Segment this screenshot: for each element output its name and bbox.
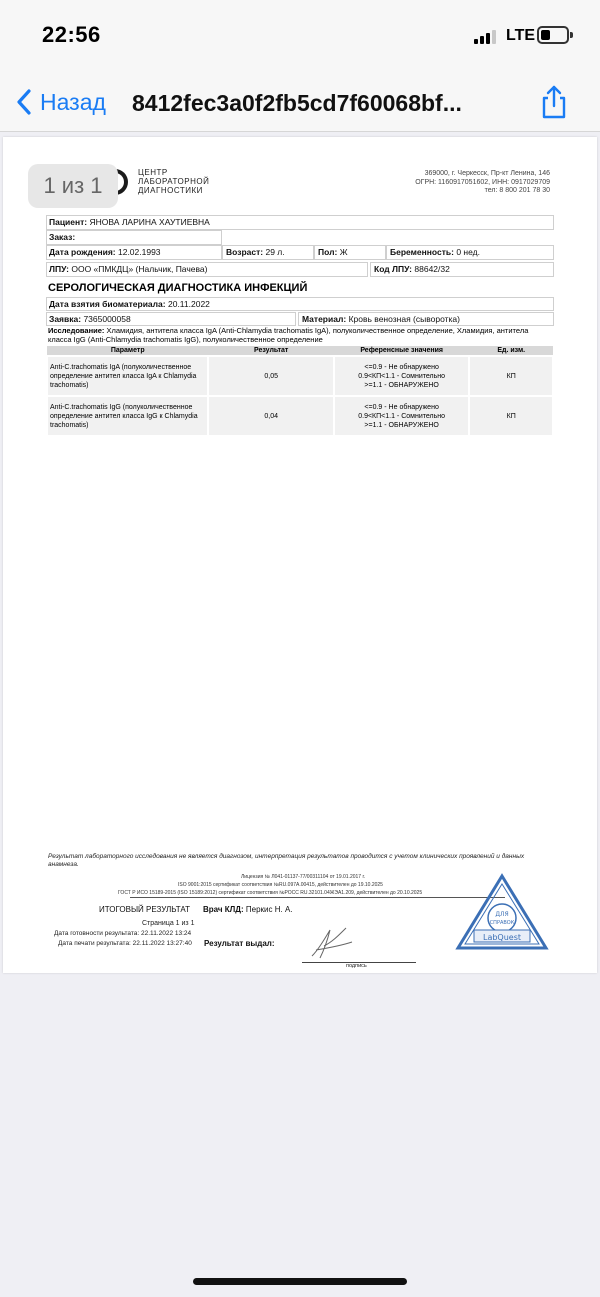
age: Возраст: 29 л. <box>226 247 285 257</box>
table-header-row <box>47 346 553 356</box>
gost-line: ГОСТ Р ИСО 15189-2015 (ISO 15189:2012) сертификат соответствия №РОСС RU.32101.04ЖЭА1.209, действителен до 20.10.2025 <box>118 890 423 896</box>
parameter-cell: Anti-C.trachomatis IgG (полуколичественное определение антител класса IgG к Chlamydia trachomatis) <box>47 396 208 436</box>
lpu: ЛПУ: ООО «ПМКДЦ» (Нальчик, Пачева) <box>49 264 208 274</box>
order: Заказ: <box>49 232 76 242</box>
document-title: 8412fec3a0f2fb5cd7f60068bf... <box>132 90 462 116</box>
date-of-birth: Дата рождения: 12.02.1993 <box>49 247 161 257</box>
home-indicator[interactable] <box>193 1278 407 1285</box>
section-title: СЕРОЛОГИЧЕСКАЯ ДИАГНОСТИКА ИНФЕКЦИЙ <box>48 282 308 294</box>
share-icon <box>536 84 572 120</box>
svg-text:LabQuest: LabQuest <box>482 933 522 942</box>
parameter-cell: Anti-C.trachomatis IgA (полуколичественное определение антител класса IgA к Chlamydia trachomatis) <box>47 356 208 396</box>
table-row <box>47 356 553 396</box>
sample-date: Дата взятия биоматериала: 20.11.2022 <box>49 299 210 309</box>
unit-cell: КП <box>469 356 553 396</box>
page-counter: 1 из 1 <box>28 164 118 208</box>
reference-cell: <=0.9 - Не обнаружено 0.9<КП<1.1 - Сомнительно >=1.1 - ОБНАРУЖЕНО <box>334 356 470 396</box>
lab-logo <box>110 168 209 195</box>
page-info: Страница 1 из 1 <box>142 920 195 927</box>
issued-label: Результат выдал: <box>204 939 275 948</box>
share-button[interactable] <box>536 84 572 120</box>
pregnancy: Беременность: 0 нед. <box>390 247 480 257</box>
patient-name: Пациент: ЯНОВА ЛАРИНА ХАУТИЕВНА <box>49 217 210 227</box>
labquest-stamp-icon <box>454 872 550 952</box>
print-date: Дата печати результата: 22.11.2022 13:27:40 <box>58 940 192 947</box>
back-label: Назад <box>40 88 106 115</box>
svg-text:ДЛЯ: ДЛЯ <box>495 911 509 918</box>
status-bar <box>0 0 600 72</box>
network-type: LTE <box>506 27 536 44</box>
doctor: Врач КЛД: Перкис Н. А. <box>203 905 293 914</box>
chevron-left-icon <box>16 88 32 116</box>
column-header: Параметр <box>47 346 208 356</box>
disclaimer: Результат лабораторного исследования не является диагнозом, интерпретация результатов проводится с учетом клинических проявлений и данных анамнеза. <box>48 853 525 868</box>
navigation-bar <box>0 72 600 132</box>
lab-address: 369000, г. Черкесск, Пр-кт Ленина, 146 ОГРН: 1160917051602, ИНН: 0917029709 тел: 8 800 201 78 30 <box>415 170 550 194</box>
ready-date: Дата готовности результата: 22.11.2022 13:24 <box>54 930 192 937</box>
request: Заявка: 7365000058 <box>49 314 131 324</box>
footer-divider <box>130 897 505 898</box>
signature-caption: подпись <box>346 963 367 969</box>
lpu-code: Код ЛПУ: 88642/32 <box>374 264 450 274</box>
final-result-label: ИТОГОВЫЙ РЕЗУЛЬТАТ <box>99 905 190 914</box>
license-line: Лицензия № Л041-01137-77/00311104 от 19.01.2017 г. <box>241 874 366 880</box>
cellular-signal-icon <box>474 30 500 44</box>
column-header: Результат <box>208 346 333 356</box>
unit-cell: КП <box>469 396 553 436</box>
svg-text:СПРАВОК: СПРАВОК <box>489 920 515 926</box>
column-header: Ед. изм. <box>469 346 553 356</box>
column-header: Референсные значения <box>334 346 470 356</box>
sex: Пол: Ж <box>318 247 348 257</box>
results-table <box>46 346 554 437</box>
result-cell: 0,05 <box>208 356 333 396</box>
table-row <box>47 396 553 436</box>
lab-name: ЦЕНТР ЛАБОРАТОРНОЙ ДИАГНОСТИКИ <box>138 168 210 195</box>
investigation: Исследование: Хламидия, антитела класса IgA (Anti-Chlamydia trachomatis IgA), полуколичественное определение, Хламидия, антитела класса IgG (Anti-Chlamydia trachomatis IgG), полуколичественное определение <box>48 326 529 344</box>
iso-line: ISO 9001:2015 сертификат соответствия №RU.097А.00415, действителен до 19.10.2025 <box>178 882 383 888</box>
reference-cell: <=0.9 - Не обнаружено 0.9<КП<1.1 - Сомнительно >=1.1 - ОБНАРУЖЕНО <box>334 396 470 436</box>
signature-image <box>306 920 356 962</box>
battery-icon <box>537 26 569 44</box>
back-button[interactable] <box>16 84 106 120</box>
result-cell: 0,04 <box>208 396 333 436</box>
clock: 22:56 <box>42 22 101 47</box>
material: Материал: Кровь венозная (сыворотка) <box>302 314 460 324</box>
battery-cap <box>570 32 573 38</box>
